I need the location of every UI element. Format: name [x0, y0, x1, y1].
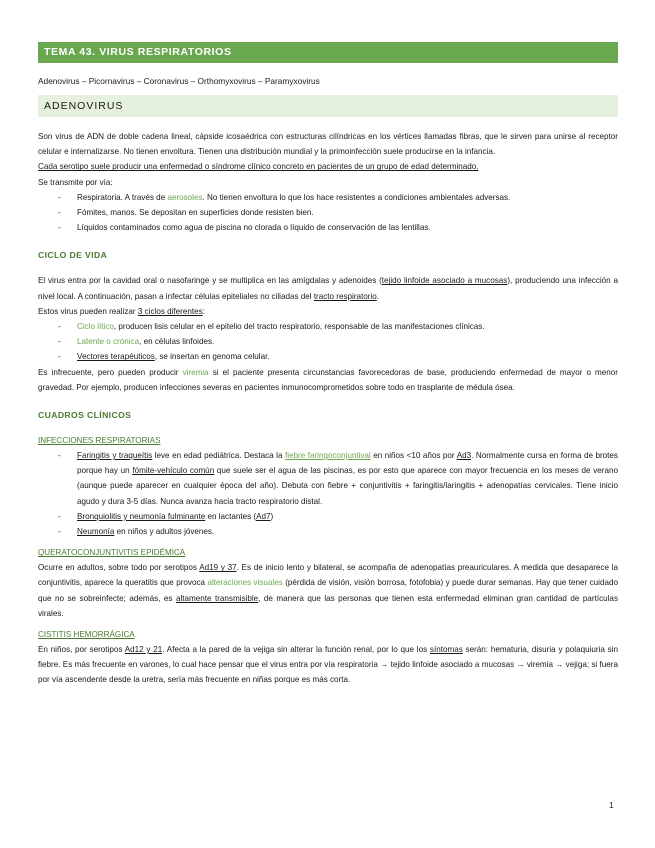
virus-families-subtitle: Adenovirus – Picornavirus – Coronavirus – Orthomyxovirus – Paramyxovirus: [38, 76, 320, 86]
page-number: 1: [609, 800, 614, 810]
queratoconjuntivitis-paragraph: Ocurre en adultos, sobre todo por serotipos Ad19 y 37. Es de inicio lento y bilateral, se acompaña de adenopatías preauriculares. A medida que desaparece la conjuntivitis, aparece la queratitis que provoca alteraciones visuales (pérdida de visión, visión borrosa, fotofobia) y puede durar semanas. Hay que tener cuidado que no se sobreinfecte; además, es altamente transmisible, de manera que las personas que tienen esta enfermedad eliminan gran cantidad de partículas virales.: [38, 563, 618, 618]
adenovirus-intro: Son virus de ADN de doble cadena lineal, cápside icosaédrica con estructuras cilíndricas en los vértices llamadas fibras, que le sirven para unirse al receptor celular e internalizarse. No tienen envoltura. Tienen una distribución mundial y la primoinfección suele producirse en la infancia.: [38, 132, 618, 157]
ciclo-paragraph-1: El virus entra por la cavidad oral o nasofaringe y se multiplica en las amígdalas y adenoides (tejido linfoide asociado a mucosas), produciendo una infección a nivel local. A continuación, pasan a infectar células epiteliales no ciliadas del tracto respiratorio.: [38, 276, 618, 301]
ciclo-paragraph-2: Es infrecuente, pero pueden producir viremia si el paciente presenta circunstancias favorecedoras de base, produciendo enfermedad de mayor o menor gravedad. Por ejemplo, producen infecciones severas en pacientes inmunocomprometidos sobre todo en trasplante de médula ósea.: [38, 367, 618, 392]
list-item-bronquiolitis: - Bronquiolitis y neumonía fulminante en lactantes (Ad7): [77, 509, 618, 524]
heading-ciclo-de-vida: CICLO DE VIDA: [38, 250, 108, 261]
ciclo-cycles-intro: Estos virus pueden realizar 3 ciclos diferentes:: [38, 306, 205, 316]
list-item-liquids: - Líquidos contaminados como agua de piscina no clorada o líquido de conservación de las lentillas.: [77, 220, 618, 235]
document-page: [38, 42, 618, 688]
list-item-latente: - Latente o crónica, en células linfoides.: [77, 334, 618, 349]
list-item-fomites: - Fómites, manos. Se depositan en superficies donde resisten bien.: [77, 205, 618, 220]
subheading-cistitis: CISTITIS HEMORRÁGICA: [38, 630, 135, 640]
document-title: TEMA 43. VIRUS RESPIRATORIOS: [38, 42, 618, 63]
section-heading-adenovirus: ADENOVIRUS: [38, 95, 618, 117]
heading-cuadros-clinicos: CUADROS CLÍNICOS: [38, 410, 132, 421]
serotype-note: Cada serotipo suele producir una enfermedad o síndrome clínico concreto en pacientes de un grupo de edad determinado.: [38, 162, 479, 172]
list-item-respiratory: - Respiratoria. A través de aerosoles. No tienen envoltura lo que los hace resistentes a condiciones ambientales adversas.: [77, 190, 618, 205]
cycles-list: [38, 319, 618, 365]
subheading-infecciones-respiratorias: INFECCIONES RESPIRATORIAS: [38, 436, 161, 446]
list-item-neumonia: - Neumonía en niños y adultos jóvenes.: [77, 524, 618, 539]
list-item-vectores: - Vectores terapéuticos, se insertan en genoma celular.: [77, 349, 618, 364]
list-item-faringitis: - Faringitis y traqueítis leve en edad pediátrica. Destaca la fiebre faringoconjuntival en niños <10 años por Ad3. Normalmente cursa en forma de brotes porque hay un fómite-vehículo común que suele ser el agua de las piscinas, es por esto que aparece con mayor frecuencia en los meses de verano (aunque puede aparecer en cualquier época del año). Debuta con fiebre + conjuntivitis + faringitis/laringitis + adenopatías cervicales. Tiene inicio agudo y dura 3-5 días. Nunca avanza hacia tracto respiratorio distal.: [77, 448, 618, 509]
cistitis-paragraph: En niños, por serotipos Ad12 y 21. Afecta a la pared de la vejiga sin alterar la función renal, por lo que los síntomas serán: hematuria, disuria y polaquiuria sin fiebre. Es más frecuente en varones, lo cual hace pensar que el virus entra por vía respiratoria → tejido linfoide asociado a mucosas → viremia → vejiga; si fuera por vía ascendente desde la uretra, sería más frecuente en niñas porque es más corta.: [38, 645, 618, 685]
subheading-queratoconjuntivitis: QUERATOCONJUNTIVITIS EPIDÉMICA: [38, 548, 186, 558]
list-item-ciclo-litico: - Ciclo lítico, producen lisis celular en el epitelio del tracto respiratorio, responsable de las manifestaciones clínicas.: [77, 319, 618, 334]
transmission-label: Se transmite por vía:: [38, 177, 113, 187]
transmission-list: [38, 190, 618, 236]
respiratory-infections-list: [38, 448, 618, 539]
